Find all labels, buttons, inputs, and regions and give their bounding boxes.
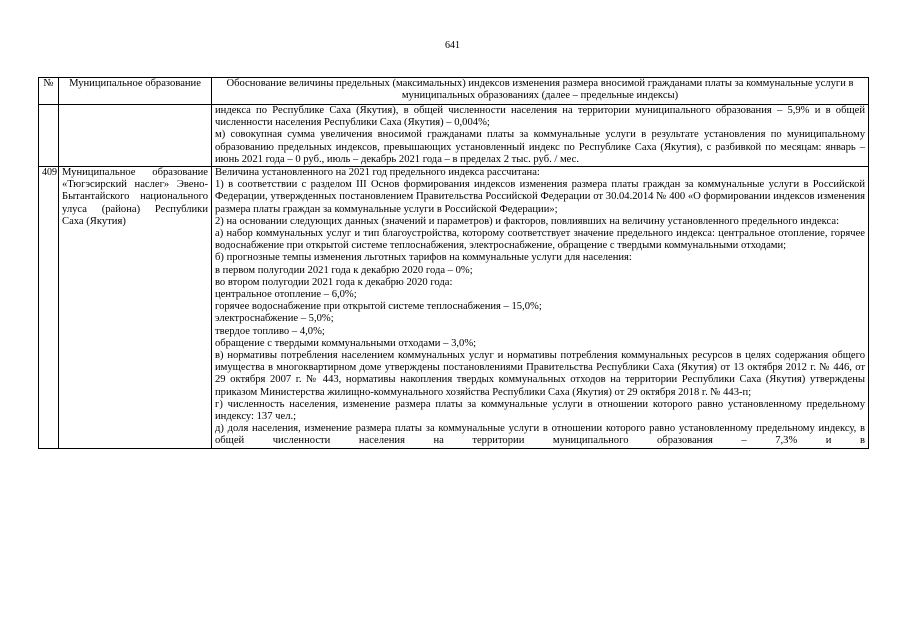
table-header-row bbox=[39, 78, 869, 105]
row-number-cell: 409 bbox=[39, 167, 59, 449]
justification-cell bbox=[212, 167, 869, 449]
text-line: индекса по Республике Саха (Якутия), в общей численности населения на территории муниципального образования – 5,9% и в общей численности населения Республики Саха (Якутия) – 0,004%; bbox=[215, 105, 865, 129]
header-municipality: Муниципальное образование bbox=[59, 78, 212, 105]
text-line: горячее водоснабжение при открытой системе теплоснабжения – 15,0%; bbox=[215, 301, 542, 313]
page-number: 641 bbox=[445, 40, 460, 51]
text-line: б) прогнозные темпы изменения льготных тарифов на коммунальные услуги для населения: bbox=[215, 252, 632, 264]
text-line: Величина установленного на 2021 год предельного индекса рассчитана: bbox=[215, 167, 540, 179]
table-row-409 bbox=[39, 167, 869, 449]
text-line: электроснабжение – 5,0%; bbox=[215, 313, 334, 325]
text-line: д) доля населения, изменение размера платы за коммунальные услуги в отношении которого равно установленному предельному индексу, в общей численности населения на территории муниципального образования – 7,3% и в bbox=[215, 423, 865, 447]
table-row-continuation bbox=[39, 105, 869, 167]
text-line: твердое топливо – 4,0%; bbox=[215, 325, 325, 337]
header-justification: Обоснование величины предельных (максимальных) индексов изменения размера вносимой гражданами платы за коммунальные услуги в муниципальных образованиях (далее – предельные индексы) bbox=[212, 78, 869, 105]
municipality-cell bbox=[59, 167, 212, 449]
text-line: г) численность населения, изменение размера платы за коммунальные услуги в отношении которого равно установленному предельному индексу: 137 чел.; bbox=[215, 398, 865, 423]
text-line: во втором полугодии 2021 года к декабрю 2020 года: bbox=[215, 276, 453, 288]
header-number: № bbox=[39, 78, 59, 105]
justification-cell bbox=[212, 105, 869, 167]
indices-table bbox=[38, 77, 869, 449]
text-line: в) нормативы потребления населением коммунальных услуг и нормативы потребления коммунальных ресурсов в целях содержания общего имущества в многоквартирном доме утверждены постановлениями Правительства Республики Саха (Якутия) от 13 октября 2012 г. № 446, от 29 октября 2007 г. № 443, нормативы накопления твердых коммунальных отходов на территории Республики Саха (Якутия) утверждены приказом Министерства жилищно-коммунального хозяйства Республики Саха (Якутия) от 29 октября 2018 г. № 443-п; bbox=[215, 350, 865, 398]
text-line: 1) в соответствии с разделом III Основ формирования индексов изменения размера платы граждан за коммунальные услуги в Российской Федерации, утвержденных постановлением Правительства Российской Федерации от 30.04.2014 № 400 «О формировании индексов изменения размера платы граждан за коммунальные услуги в Российской Федерации»; bbox=[215, 179, 865, 215]
text-line: м) совокупная сумма увеличения вносимой гражданами платы за коммунальные услуги в результате установления по муниципальному образованию предельных индексов, превышающих установленный индекс по Республике Саха (Якутия), с разбивкой по месяцам: январь – июнь 2021 года – 0 руб., июль – декабрь 2021 года – в пределах 2 тыс. руб. / мес. bbox=[215, 129, 865, 165]
municipality-name: Муниципальное образование «Тюгэсирский наслег» Эвено-Бытантайского национального улуса (района) Республики Саха (Якутия) bbox=[62, 167, 208, 227]
text-line: а) набор коммунальных услуг и тип благоустройства, которому соответствует значение предельного индекса: центральное отопление, горячее водоснабжение при открытой системе теплоснабжения, электроснабжение, обращение с твердыми коммунальными отходами; bbox=[215, 228, 865, 252]
text-line: в первом полугодии 2021 года к декабрю 2020 года – 0%; bbox=[215, 264, 473, 276]
row-number-cell bbox=[39, 105, 59, 167]
text-line: обращение с твердыми коммунальными отходами – 3,0%; bbox=[215, 337, 477, 349]
municipality-cell bbox=[59, 105, 212, 167]
text-line: 2) на основании следующих данных (значений и параметров) и факторов, повлиявших на величину установленного предельного индекса: bbox=[215, 215, 840, 227]
text-line: центральное отопление – 6,0%; bbox=[215, 289, 357, 301]
